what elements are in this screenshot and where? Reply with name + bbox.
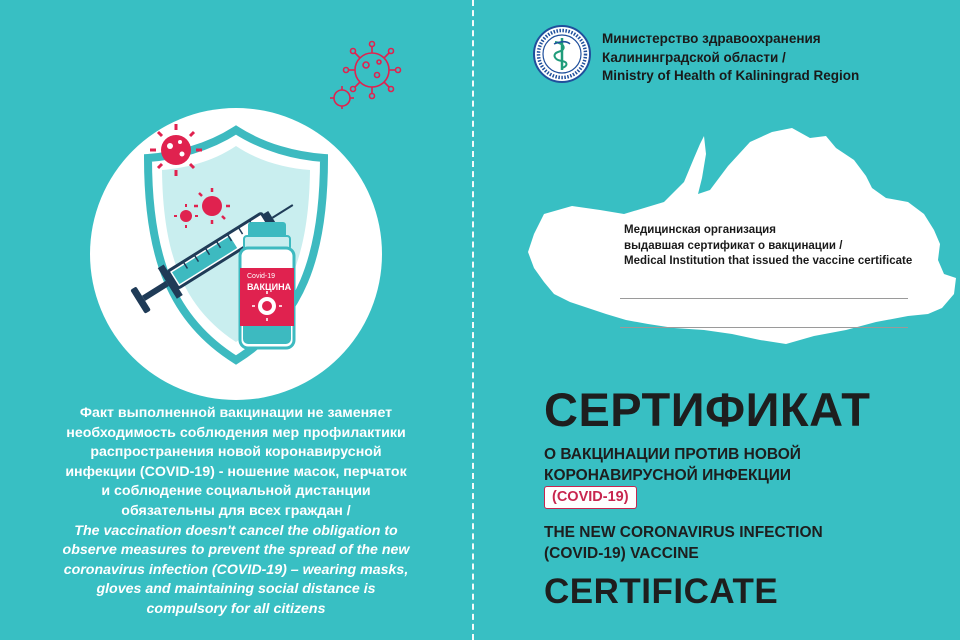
certificate-subtitle-en: (COVID-19) VACCINE: [544, 545, 699, 562]
notice-ru-line: Факт выполненной вакцинации не заменяет: [79, 405, 393, 421]
notice-en-line: observe measures to prevent the spread of the new: [62, 542, 410, 559]
issuing-institution-label: [624, 223, 912, 270]
institution-entry-line: [620, 298, 908, 299]
covid-badge: (COVID-19): [544, 486, 637, 509]
left-panel: [0, 0, 472, 640]
vial-label-top: Covid-19: [247, 273, 276, 280]
ministry-line: Калининградской области /: [602, 49, 786, 65]
safety-notice: [40, 404, 432, 620]
ministry-line: Ministry of Health of Kaliningrad Region: [602, 68, 860, 83]
certificate-title-ru: СЕРТИФИКАТ: [544, 383, 871, 436]
institution-line: выдавшая сертификат о вакцинации /: [624, 239, 843, 252]
notice-ru-line: распространения новой коронавирусной: [90, 444, 382, 461]
certificate-title-en: CERTIFICATE: [544, 572, 779, 611]
vial-label-main: ВАКЦИНА: [247, 282, 292, 292]
certificate-subtitle-ru: КОРОНАВИРУСНОЙ ИНФЕКЦИИ: [544, 467, 792, 484]
institution-line: Medical Institution that issued the vaccine certificate: [624, 255, 913, 267]
virus-outline-icon: [322, 40, 412, 110]
certificate-subtitle-en: THE NEW CORONAVIRUS INFECTION: [544, 524, 823, 541]
notice-en-line: gloves and maintaining social distance is: [96, 581, 376, 598]
right-panel: [474, 0, 960, 640]
institution-line: Медицинская организация: [624, 224, 776, 236]
notice-ru-line: и соблюдение социальной дистанции: [101, 483, 371, 500]
notice-en-line: The vaccination doesn't cancel the obligation to: [74, 522, 398, 539]
ministry-line: Министерство здравоохранения: [602, 31, 821, 46]
notice-ru-line: инфекции (COVID-19) - ношение масок, перчаток: [65, 463, 407, 480]
notice-en-line: coronavirus infection (COVID-19) – wearing masks,: [63, 561, 409, 578]
institution-entry-line: [620, 327, 908, 328]
ministry-emblem-logo: [532, 24, 592, 84]
notice-ru-line: обязательны для всех граждан /: [121, 502, 351, 519]
vaccine-illustration-circle: [90, 108, 382, 400]
shield-syringe-vaccine-illustration: [90, 108, 382, 400]
notice-en-line: compulsory for all citizens: [146, 600, 326, 617]
notice-ru-line: необходимость соблюдения мер профилактики: [66, 424, 406, 441]
ministry-name: [602, 30, 859, 86]
certificate-subtitle-ru: О ВАКЦИНАЦИИ ПРОТИВ НОВОЙ: [544, 446, 801, 463]
